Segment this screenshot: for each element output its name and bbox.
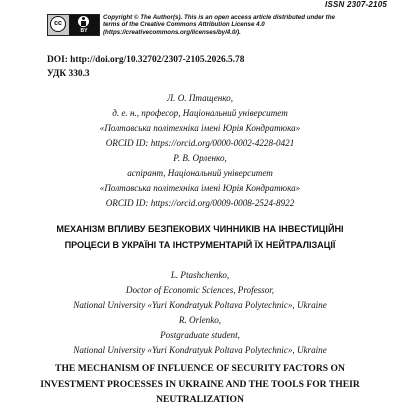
title-line: NEUTRALIZATION [156, 394, 244, 405]
authors-block-english [0, 268, 400, 358]
article-title-ukrainian [0, 222, 400, 253]
author-affiliation: аспірант, Національний університет [127, 168, 273, 178]
license-text [103, 14, 368, 36]
authors-block-ukrainian [0, 91, 400, 211]
attribution-person-icon [78, 16, 89, 27]
title-line: INVESTMENT PROCESSES IN UKRAINE AND THE TOOLS FOR THEIR [40, 378, 360, 390]
author-name: Р. В. Орленко, [173, 153, 227, 163]
title-line: ПРОЦЕСИ В УКРАЇНІ ТА ІНСТРУМЕНТАРІЙ ЇХ НЕЙТРАЛІЗАЦІЇ [64, 239, 336, 250]
title-line: МЕХАНІЗМ ВПЛИВУ БЕЗПЕКОВИХ ЧИННИКІВ НА ІНВЕСТИЦІЙНІ [56, 224, 344, 234]
author-affiliation: д. е. н., професор, Національний університет [112, 108, 288, 118]
doi-link[interactable]: DOI: http://doi.org/10.32702/2307-2105.2026.5.78 [47, 55, 245, 65]
author-orcid-link[interactable]: ORCID ID: https://orcid.org/0000-0002-4228-0421 [105, 138, 295, 148]
title-line: THE MECHANISM OF INFLUENCE OF SECURITY FACTORS ON [55, 363, 345, 374]
author-name: Л. О. Птащенко, [167, 93, 233, 103]
attribution-label: BY [80, 28, 88, 34]
creative-commons-icon: cc [50, 16, 66, 32]
author-degree: Postgraduate student, [160, 330, 240, 340]
cc-by-license-badge [47, 14, 100, 36]
udk-code: УДК 330.3 [47, 69, 90, 79]
author-name: R. Orlenko, [178, 315, 222, 325]
issn-number: ISSN 2307-2105 [325, 0, 387, 9]
license-line: Copyright © The Author(s). This is an open access article distributed under the [103, 14, 335, 21]
license-line: terms of the Creative Commons Attribution License 4.0 [103, 21, 265, 29]
license-notice [47, 14, 367, 40]
license-link[interactable]: (https://creativecommons.org/licenses/by/4.0/). [103, 28, 241, 36]
author-affiliation: National University «Yuri Kondratyuk Poltava Polytechnic», Ukraine [73, 345, 327, 355]
author-name: L. Ptashchenko, [170, 270, 230, 280]
author-degree: Doctor of Economic Sciences, Professor, [125, 285, 275, 295]
attribution-panel [69, 15, 99, 35]
author-affiliation: National University «Yuri Kondratyuk Poltava Polytechnic», Ukraine [73, 300, 327, 310]
article-title-english [0, 361, 400, 408]
author-affiliation: «Полтавська політехніка імені Юрія Кондратюка» [99, 123, 301, 133]
author-affiliation: «Полтавська політехніка імені Юрія Кондратюка» [99, 183, 301, 193]
author-orcid-link[interactable]: ORCID ID: https://orcid.org/0009-0008-2524-8922 [105, 198, 295, 208]
